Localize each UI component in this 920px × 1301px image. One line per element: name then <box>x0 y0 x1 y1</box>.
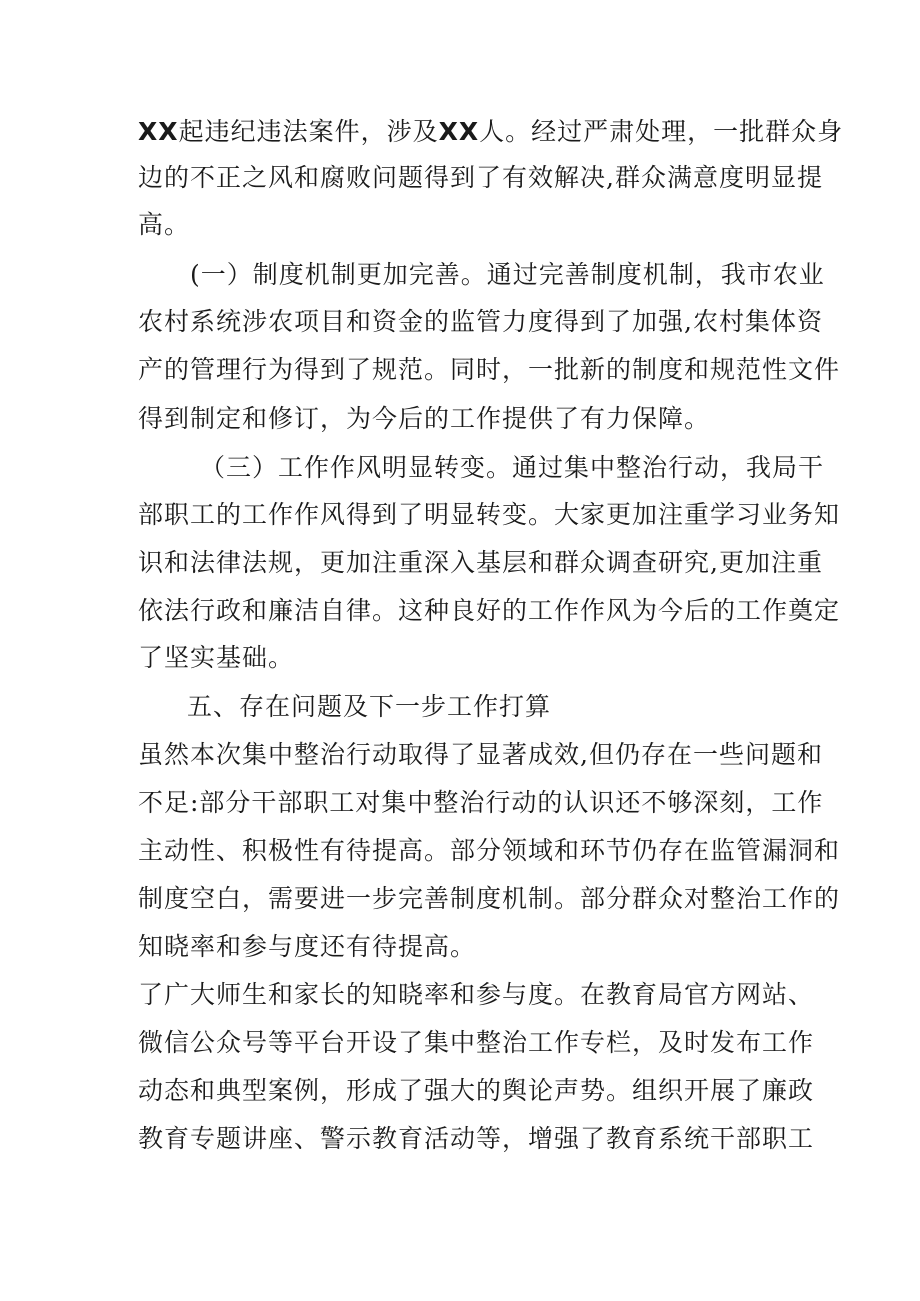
para1-count-placeholder: XX <box>138 117 179 146</box>
para4-line3: 主动性、积极性有待提高。部分领域和环节仍存在监管漏洞和 <box>138 836 841 865</box>
para2-line4: 得到制定和修订，为今后的工作提供了有力保障。 <box>138 404 711 433</box>
para1-text: 起违纪违法案件，涉及 <box>178 117 439 146</box>
para1-line2: 边的不正之风和腐败问题得到了有效解决,群众满意度明显提 <box>138 163 823 192</box>
para5-line2: 微信公众号等平台开设了集中整治工作专栏，及时发布工作 <box>138 1028 815 1057</box>
para3-line1: （三）工作作风明显转变。通过集中整治行动，我局干 <box>200 453 825 482</box>
para1-text: 人。经过严肃处理，一批群众身 <box>479 117 844 146</box>
para5-line3: 动态和典型案例，形成了强大的舆论声势。组织开展了廉政 <box>138 1076 815 1105</box>
para1-line3: 高。 <box>138 210 191 239</box>
para5-line4: 教育专题讲座、警示教育活动等，增强了教育系统干部职工 <box>138 1124 815 1153</box>
para1-line1 <box>138 117 844 147</box>
para3-line3: 识和法律法规，更加注重深入基层和群众调查研究,更加注重 <box>138 548 823 577</box>
para3-line5: 了坚实基础。 <box>138 643 295 672</box>
para5-line1: 了广大师生和家长的知晓率和参与度。在教育局官方网站、 <box>138 980 815 1009</box>
section-heading: 五、存在问题及下一步工作打算 <box>187 692 552 721</box>
para4-line4: 制度空白，需要进一步完善制度机制。部分群众对整治工作的 <box>138 884 841 913</box>
para4-line5: 知晓率和参与度还有待提高。 <box>138 932 477 961</box>
para4-line1: 虽然本次集中整治行动取得了显著成效,但仍存在一些问题和 <box>138 740 823 769</box>
para3-line2: 部职工的工作作风得到了明显转变。大家更加注重学习业务知 <box>138 500 841 529</box>
para1-people-placeholder: XX <box>438 117 480 146</box>
para2-line1: (一）制度机制更加完善。通过完善制度机制，我市农业 <box>190 260 825 289</box>
para4-line2: 不足:部分干部职工对集中整治行动的认识还不够深刻，工作 <box>138 788 824 817</box>
para3-line4: 依法行政和廉洁自律。这种良好的工作作风为今后的工作奠定 <box>138 596 841 625</box>
para2-line3: 产的管理行为得到了规范。同时，一批新的制度和规范性文件 <box>138 355 841 384</box>
para2-line2: 农村系统涉农项目和资金的监管力度得到了加强,农村集体资 <box>138 307 823 336</box>
